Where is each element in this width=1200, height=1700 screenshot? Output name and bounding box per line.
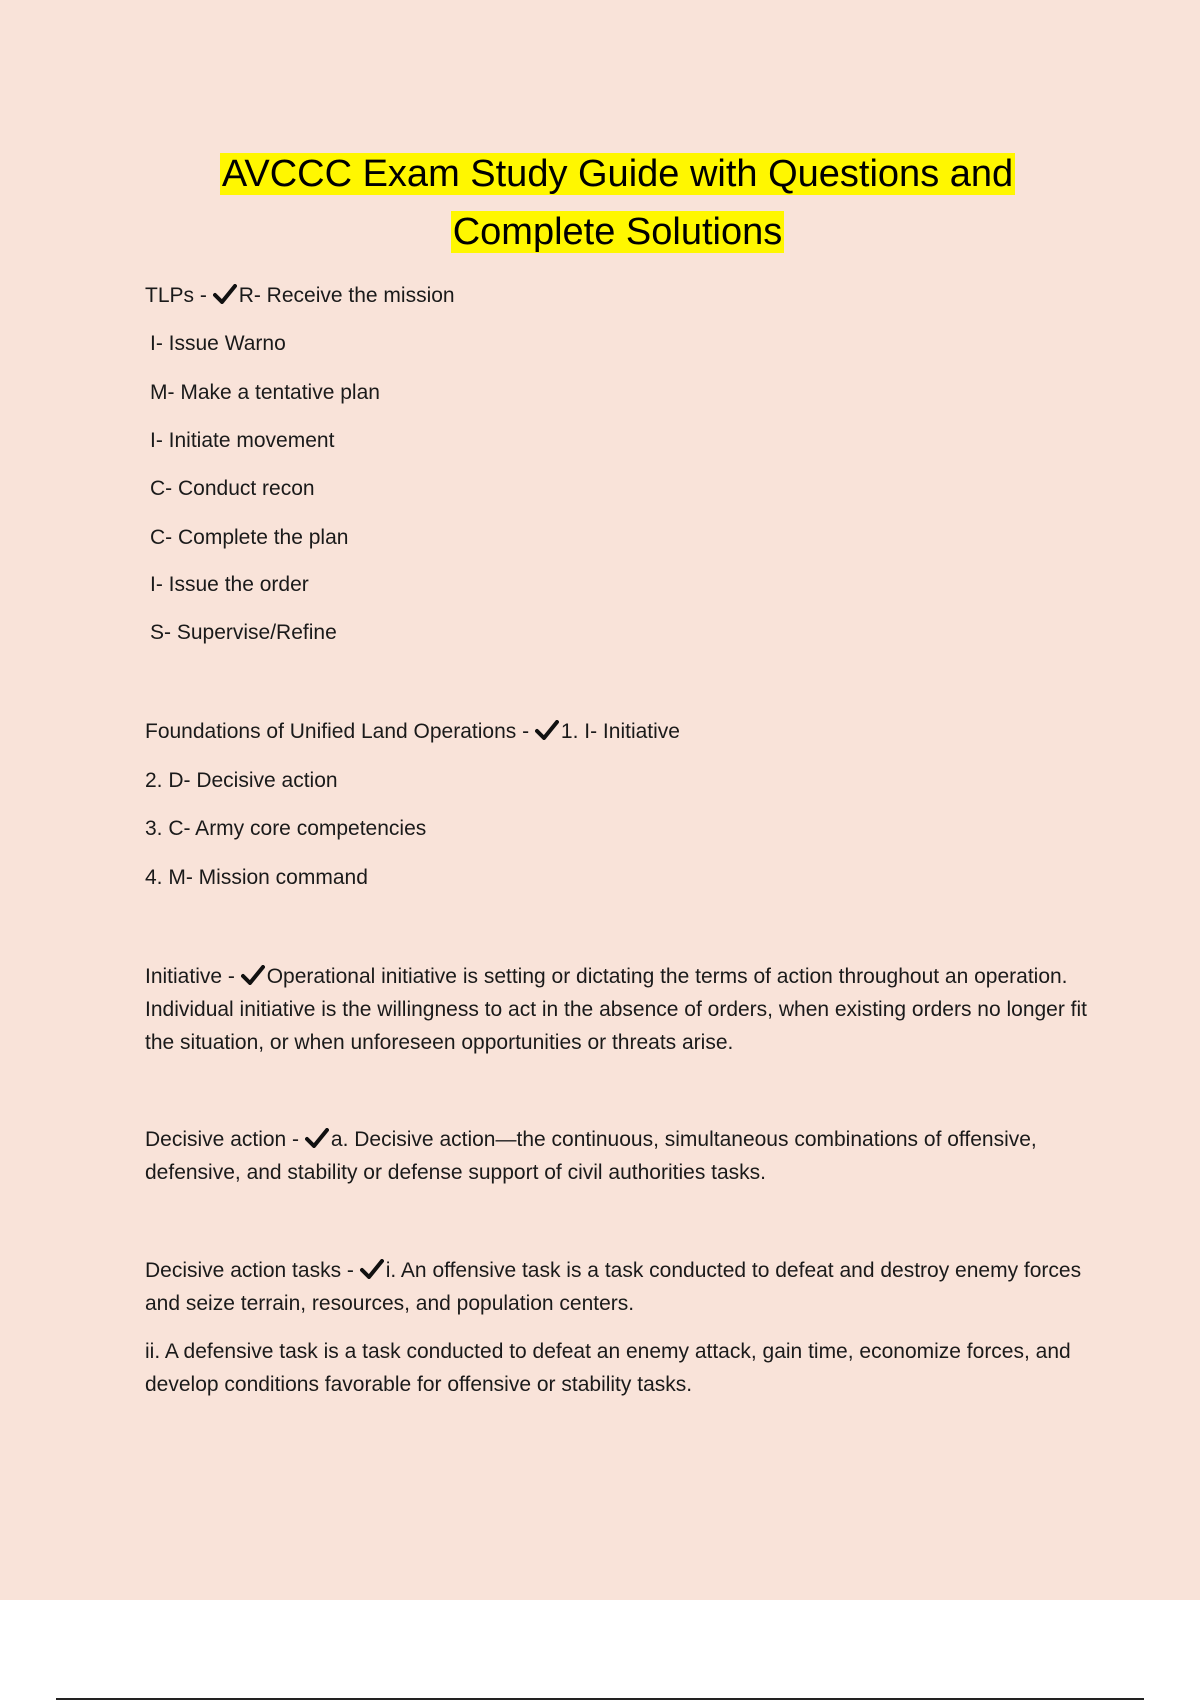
title-line-1: AVCCC Exam Study Guide with Questions and bbox=[221, 153, 1014, 195]
list-item: 2. D- Decisive action bbox=[145, 769, 338, 792]
answer-text: a. Decisive action—the continuous, simultaneous combinations of offensive, defensive, and stability or defense support of civil authorities tasks. bbox=[145, 1128, 1037, 1184]
qa-initiative bbox=[145, 960, 1090, 1059]
list-item: I- Issue Warno bbox=[150, 332, 286, 355]
answer-text: Operational initiative is setting or dictating the terms of action throughout an operation. Individual initiative is the willingness to act in the absence of orders, when existing orders no longer fit the situation, or when unforeseen opportunities or threats arise. bbox=[145, 965, 1088, 1054]
answer-text: 1. I- Initiative bbox=[560, 720, 680, 743]
list-item: C- Conduct recon bbox=[150, 477, 315, 500]
check-mark-icon bbox=[305, 1128, 329, 1148]
qa-decisive-action bbox=[145, 1123, 1090, 1189]
list-item: S- Supervise/Refine bbox=[150, 621, 337, 644]
term-label: TLPs - bbox=[145, 284, 207, 307]
qa-tlps bbox=[145, 279, 455, 312]
page-title bbox=[0, 145, 1200, 261]
list-item: C- Complete the plan bbox=[150, 526, 349, 549]
qa-foundations bbox=[145, 715, 680, 748]
title-line-2: Complete Solutions bbox=[452, 211, 783, 253]
check-mark-icon bbox=[213, 284, 237, 304]
answer-continuation: ii. A defensive task is a task conducted to defeat an enemy attack, gain time, economize forces, and develop conditions favorable for offensive or stability tasks. bbox=[145, 1340, 1071, 1396]
check-mark-icon bbox=[535, 720, 559, 740]
list-item: I- Initiate movement bbox=[150, 429, 335, 452]
check-mark-icon bbox=[241, 965, 265, 985]
term-label: Decisive action - bbox=[145, 1128, 300, 1151]
list-item: M- Make a tentative plan bbox=[150, 381, 380, 404]
list-item: 3. C- Army core competencies bbox=[145, 817, 427, 840]
list-item: 4. M- Mission command bbox=[145, 866, 368, 889]
answer-text: i. An offensive task is a task conducted to defeat and destroy enemy forces and seize terrain, resources, and population centers. bbox=[145, 1259, 1082, 1315]
qa-decisive-action-tasks bbox=[145, 1254, 1090, 1320]
check-mark-icon bbox=[360, 1259, 384, 1279]
term-label: Foundations of Unified Land Operations - bbox=[145, 720, 530, 743]
term-label: Initiative - bbox=[145, 965, 235, 988]
term-label: Decisive action tasks - bbox=[145, 1259, 354, 1282]
list-item: I- Issue the order bbox=[150, 573, 309, 596]
answer-text: R- Receive the mission bbox=[238, 284, 455, 307]
